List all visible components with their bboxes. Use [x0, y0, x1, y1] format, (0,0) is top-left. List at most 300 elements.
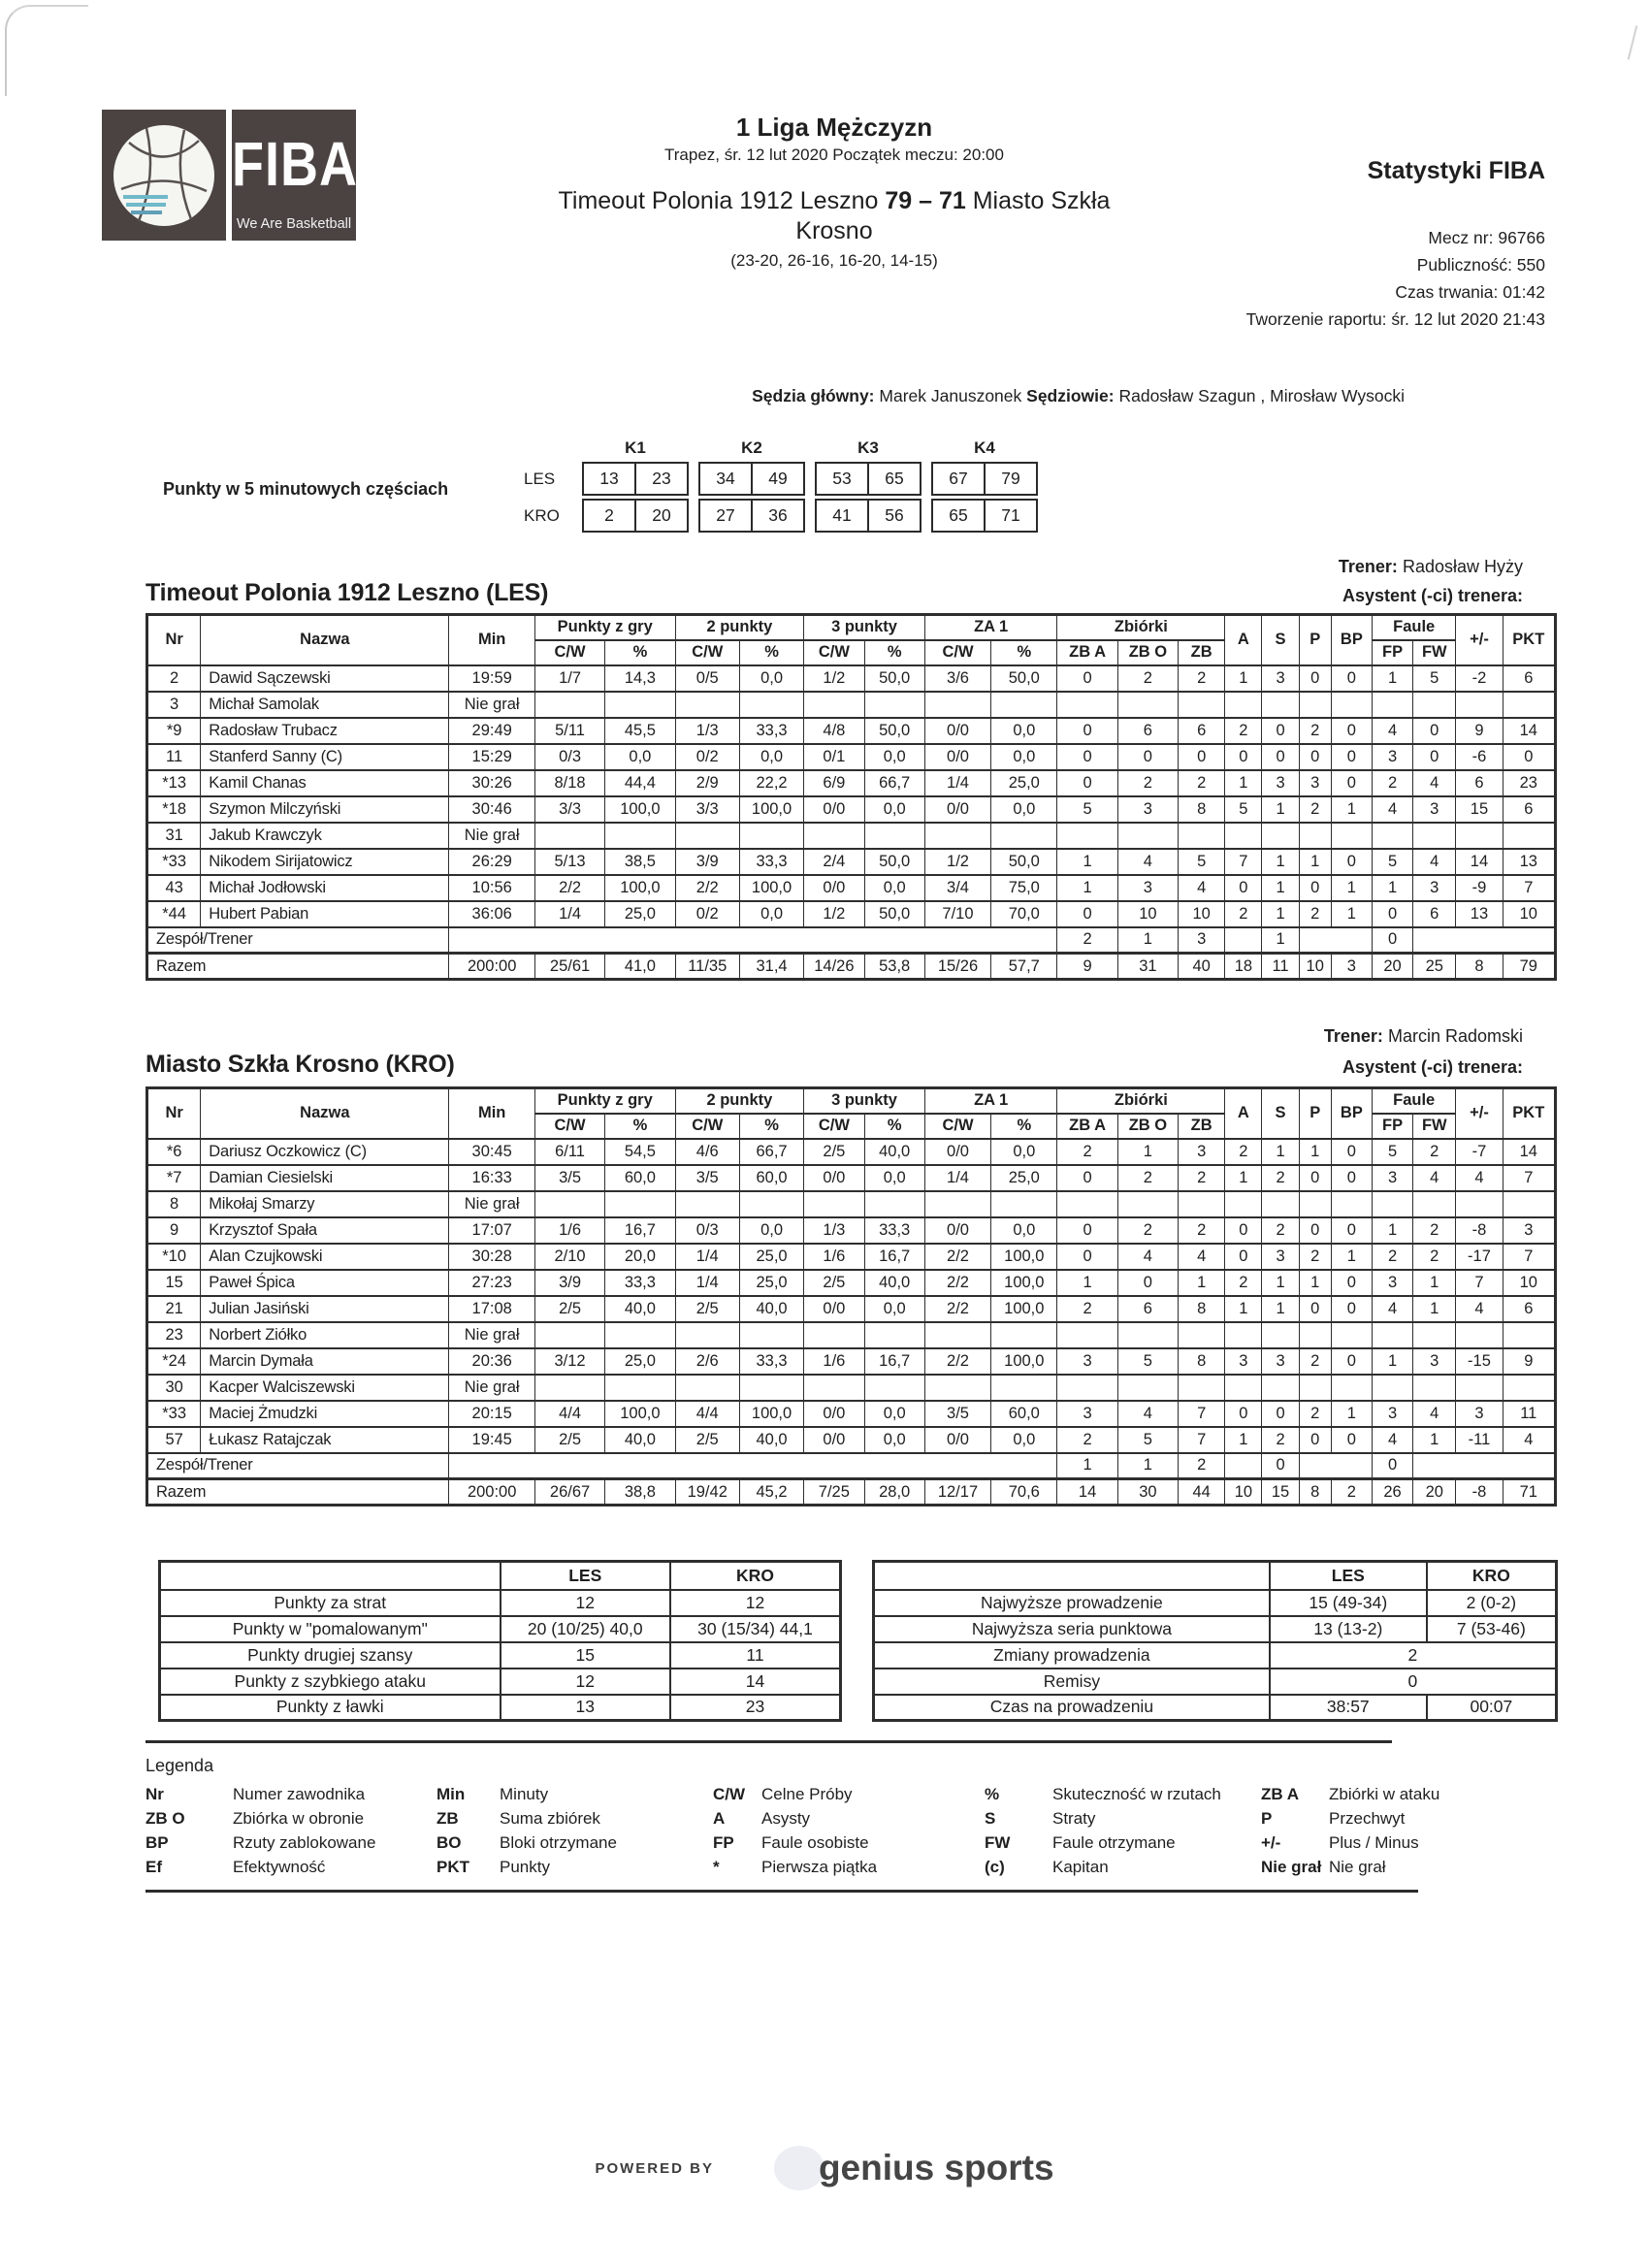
stat-cell: 3/9: [534, 1270, 604, 1296]
stat-cell: 0/5: [675, 665, 739, 692]
stat-cell: 50,0: [991, 665, 1057, 692]
stat-cell: 1: [1372, 1348, 1412, 1375]
stat-cell: 0: [1331, 770, 1372, 796]
legend-desc: Faule otrzymane: [1052, 1833, 1176, 1852]
stat-cell: 40,0: [739, 1427, 803, 1453]
player-number-cell: 3: [147, 692, 201, 718]
summary-row: [874, 1590, 1557, 1616]
player-row: [147, 901, 1556, 927]
score-quarter: 65: [867, 464, 920, 494]
stat-cell: [991, 1322, 1057, 1348]
stat-cell: [1372, 1375, 1412, 1401]
stat-cell: 25,0: [605, 901, 675, 927]
player-number-cell: *33: [147, 849, 201, 875]
stat-cell: 0: [1225, 744, 1262, 770]
stat-cell: 0: [1117, 744, 1178, 770]
player-row: [147, 1139, 1556, 1165]
legend-abbr: FW: [985, 1833, 1011, 1852]
sub-pct: %: [739, 640, 803, 665]
team-row-label: Zespół/Trener: [147, 1453, 449, 1479]
quarter-label-k4: K4: [974, 438, 995, 457]
stat-cell: 1: [1262, 1139, 1299, 1165]
stat-cell: 31,4: [739, 954, 803, 980]
stat-cell: 100,0: [605, 1401, 675, 1427]
summary-row: [874, 1616, 1557, 1642]
stat-cell: [605, 1322, 675, 1348]
player-number-cell: 23: [147, 1322, 201, 1348]
summary-value: 38:57: [1270, 1695, 1427, 1721]
player-name-cell: Damian Ciesielski: [201, 1165, 449, 1191]
stat-cell: 1: [1262, 1296, 1299, 1322]
stat-cell: 0,0: [864, 1165, 924, 1191]
summary-label: Punkty z ławki: [160, 1695, 501, 1721]
fiba-tagline: We Are Basketball: [236, 216, 352, 232]
period-box-k4: [931, 499, 1038, 533]
stat-cell: 44,4: [605, 770, 675, 796]
legend-desc: Nie grał: [1329, 1858, 1386, 1876]
stat-cell: 7: [1503, 875, 1555, 901]
stat-cell: [1057, 823, 1117, 849]
stat-cell: 2: [1299, 1348, 1331, 1375]
stat-cell: [1179, 1375, 1225, 1401]
stat-cell: [1331, 823, 1372, 849]
score-quarter: 71: [984, 501, 1036, 531]
stat-cell: 66,7: [864, 770, 924, 796]
stat-cell: [1179, 823, 1225, 849]
stat-cell: 100,0: [991, 1296, 1057, 1322]
sub-cw: C/W: [804, 640, 864, 665]
stat-cell: 1/6: [534, 1217, 604, 1244]
stat-cell: [1372, 823, 1412, 849]
divider-rule: [146, 1740, 1392, 1743]
stat-cell: 100,0: [991, 1244, 1057, 1270]
stat-cell: 41,0: [605, 954, 675, 980]
team-row-label: Zespół/Trener: [147, 927, 449, 954]
sub-cw: C/W: [534, 1114, 604, 1139]
quarter-scores-line: (23-20, 26-16, 16-20, 14-15): [730, 251, 938, 270]
team1-title: Timeout Polonia 1912 Leszno (LES): [146, 579, 549, 606]
stat-cell: [991, 692, 1057, 718]
score-quarter: 23: [634, 464, 687, 494]
stat-cell: 1: [1372, 875, 1412, 901]
minutes-cell: 20:36: [449, 1348, 534, 1375]
stat-cell: 54,5: [605, 1139, 675, 1165]
stat-cell: 100,0: [605, 875, 675, 901]
stat-cell: 0/3: [675, 1217, 739, 1244]
stat-cell: 0/0: [924, 744, 990, 770]
stat-cell: [1456, 1322, 1503, 1348]
stat-cell: 44: [1179, 1479, 1225, 1506]
sub-pct: %: [864, 1114, 924, 1139]
totals-row: [147, 1479, 1556, 1506]
stat-cell: 50,0: [991, 849, 1057, 875]
match-header: [359, 113, 1310, 271]
stat-cell: 0/2: [675, 901, 739, 927]
stat-cell: 60,0: [739, 1165, 803, 1191]
stat-cell: 8: [1456, 954, 1503, 980]
stat-cell: [1413, 823, 1456, 849]
stat-cell: 6: [1503, 796, 1555, 823]
legend-abbr: BO: [436, 1833, 462, 1852]
player-name-cell: Kacper Walciszewski: [201, 1375, 449, 1401]
stat-cell: 2/5: [804, 1139, 864, 1165]
stat-cell: [534, 1191, 604, 1217]
stat-cell: 25,0: [739, 1270, 803, 1296]
legend-abbr: ZB: [436, 1809, 459, 1828]
minutes-cell: 17:08: [449, 1296, 534, 1322]
stat-cell: 7: [1179, 1427, 1225, 1453]
stat-cell: [1225, 1322, 1262, 1348]
stat-cell: 3: [1372, 1165, 1412, 1191]
player-row: [147, 1296, 1556, 1322]
stat-cell: 0,0: [864, 1401, 924, 1427]
stat-cell: -8: [1456, 1479, 1503, 1506]
score-quarter: 36: [751, 501, 803, 531]
stat-cell: 22,2: [739, 770, 803, 796]
legend-desc: Zbiórka w obronie: [233, 1809, 365, 1828]
stat-cell: 0,0: [864, 1427, 924, 1453]
stat-cell: [1331, 692, 1372, 718]
stat-cell: 3/9: [675, 849, 739, 875]
stat-cell: [991, 1375, 1057, 1401]
stat-cell: [1413, 1375, 1456, 1401]
stat-cell: 0/0: [924, 1217, 990, 1244]
stat-cell: [534, 1322, 604, 1348]
quarter-label-k2: K2: [741, 438, 762, 457]
stat-cell: 0: [1057, 718, 1117, 744]
stat-cell: 1: [1117, 927, 1178, 954]
stat-cell: 1/3: [804, 1217, 864, 1244]
player-name-cell: Julian Jasiński: [201, 1296, 449, 1322]
legend-abbr: ZB O: [146, 1809, 185, 1828]
stat-cell: 1: [1299, 1270, 1331, 1296]
stat-cell: 4/4: [534, 1401, 604, 1427]
player-row: [147, 1427, 1556, 1453]
stat-cell: 3/5: [534, 1165, 604, 1191]
stat-cell: 6/9: [804, 770, 864, 796]
stat-cell: 6: [1117, 718, 1178, 744]
stat-cell: 2: [1225, 901, 1262, 927]
stat-cell: [1299, 1322, 1331, 1348]
player-name-cell: Nikodem Sirijatowicz: [201, 849, 449, 875]
col-3pt-group: 3 punkty: [804, 615, 925, 640]
stat-cell: 0: [1057, 901, 1117, 927]
stat-cell: 26/67: [534, 1479, 604, 1506]
stat-cell: 1: [1331, 875, 1372, 901]
stat-cell: 40,0: [605, 1427, 675, 1453]
stat-cell: 31: [1117, 954, 1178, 980]
stat-cell: 0/0: [804, 1296, 864, 1322]
stat-cell: 5: [1225, 796, 1262, 823]
stat-cell: [1413, 1322, 1456, 1348]
stat-cell: [1299, 692, 1331, 718]
stat-cell: 20: [1372, 954, 1412, 980]
stat-cell: 38,8: [605, 1479, 675, 1506]
stat-cell: 16,7: [605, 1217, 675, 1244]
stat-cell: 0: [1262, 1401, 1299, 1427]
report-meta-line: Publiczność: 550: [1416, 255, 1545, 275]
stat-cell: 0: [1057, 1165, 1117, 1191]
totals-label: Razem: [147, 954, 449, 980]
stat-cell: 10: [1299, 954, 1331, 980]
summary-value: 11: [670, 1642, 841, 1669]
team-code: LES: [524, 469, 556, 488]
player-name-cell: Michał Samolak: [201, 692, 449, 718]
stat-cell: 0: [1413, 718, 1456, 744]
stat-cell: 50,0: [864, 901, 924, 927]
player-name-cell: Alan Czujkowski: [201, 1244, 449, 1270]
stat-cell: [1456, 1375, 1503, 1401]
legend-abbr: Min: [436, 1785, 466, 1803]
stat-cell: 18: [1225, 954, 1262, 980]
stat-cell: 0,0: [739, 665, 803, 692]
stat-cell: 1: [1225, 1296, 1262, 1322]
stat-cell: [605, 823, 675, 849]
stat-cell: 2: [1179, 1217, 1225, 1244]
legend-desc: Przechwyt: [1329, 1809, 1406, 1828]
stat-cell: [739, 823, 803, 849]
stat-cell: [1225, 823, 1262, 849]
stat-cell: 1: [1331, 1401, 1372, 1427]
basketball-glyph: [110, 121, 218, 230]
stat-cell: 2/5: [675, 1427, 739, 1453]
stat-cell: 30: [1117, 1479, 1178, 1506]
stat-cell: 2: [1299, 901, 1331, 927]
stat-cell: 0,0: [864, 796, 924, 823]
stat-cell: 0: [1057, 770, 1117, 796]
stat-cell: 0: [1503, 744, 1555, 770]
stat-cell: 100,0: [605, 796, 675, 823]
player-number-cell: 30: [147, 1375, 201, 1401]
summary-label: Najwyższa seria punktowa: [874, 1616, 1270, 1642]
stat-cell: [1057, 1322, 1117, 1348]
stat-cell: 1: [1225, 665, 1262, 692]
stat-cell: 0: [1225, 1244, 1262, 1270]
away-team-name: Miasto Szkła: [972, 187, 1111, 214]
stat-cell: 3: [1262, 1244, 1299, 1270]
summary-label: Punkty drugiej szansy: [160, 1642, 501, 1669]
stat-cell: [804, 1322, 864, 1348]
stat-cell: 4/6: [675, 1139, 739, 1165]
period-score-rows: [524, 462, 1048, 535]
stat-cell: 16,7: [864, 1244, 924, 1270]
player-name-cell: Mikołaj Smarzy: [201, 1191, 449, 1217]
stat-cell: 1/6: [804, 1348, 864, 1375]
legend-desc: Skuteczność w rzutach: [1052, 1785, 1221, 1803]
stat-cell: 38,5: [605, 849, 675, 875]
sub-zb: ZB: [1179, 640, 1225, 665]
stat-cell: 5: [1117, 1427, 1178, 1453]
stat-cell: 0/0: [924, 718, 990, 744]
stat-cell: [739, 1375, 803, 1401]
stat-cell: 25/61: [534, 954, 604, 980]
stat-cell: 1/2: [804, 901, 864, 927]
summary-row: [160, 1590, 841, 1616]
summary-value: 13: [501, 1695, 671, 1721]
score-quarter: 20: [634, 501, 687, 531]
stat-cell: 8/18: [534, 770, 604, 796]
stat-cell: 8: [1179, 796, 1225, 823]
stat-cell: 10: [1503, 901, 1555, 927]
stat-cell: 14: [1057, 1479, 1117, 1506]
stat-cell: -7: [1456, 1139, 1503, 1165]
stat-cell: 0,0: [991, 1217, 1057, 1244]
stat-cell: 0: [1262, 1453, 1299, 1479]
stat-cell: -6: [1456, 744, 1503, 770]
coach-label: Trener:: [1338, 557, 1398, 576]
sub-fp: FP: [1372, 640, 1412, 665]
summary-value: 12: [501, 1669, 671, 1695]
stat-cell: 4/4: [675, 1401, 739, 1427]
col-min: Min: [449, 615, 534, 665]
sub-fw: FW: [1413, 1114, 1456, 1139]
stat-cell: 2: [1299, 718, 1331, 744]
stat-cell: 8: [1179, 1296, 1225, 1322]
stat-cell: 3/6: [924, 665, 990, 692]
stat-cell: 40,0: [605, 1296, 675, 1322]
stat-cell: 0: [1057, 665, 1117, 692]
stat-cell: 0: [1413, 744, 1456, 770]
col-points: PKT: [1503, 615, 1555, 665]
stat-cell: -15: [1456, 1348, 1503, 1375]
stat-cell: 40: [1179, 954, 1225, 980]
stat-cell: 2: [1225, 718, 1262, 744]
stat-cell: 40,0: [739, 1296, 803, 1322]
stat-cell: [1503, 1322, 1555, 1348]
legend-grid: [146, 1785, 1562, 1877]
score-5min: 27: [716, 505, 735, 525]
sub-zba: ZB A: [1057, 1114, 1117, 1139]
stat-cell: 2/2: [924, 1348, 990, 1375]
stat-cell: 1/6: [804, 1244, 864, 1270]
minutes-cell: 30:45: [449, 1139, 534, 1165]
player-number-cell: 8: [147, 1191, 201, 1217]
summary-value: 00:07: [1427, 1695, 1557, 1721]
stat-cell: [739, 1322, 803, 1348]
stat-cell: 0/0: [804, 1427, 864, 1453]
legend-desc: Kapitan: [1052, 1858, 1109, 1876]
stat-cell: 1: [1117, 1139, 1178, 1165]
stat-cell: [1262, 692, 1299, 718]
stat-cell: 2: [1413, 1139, 1456, 1165]
stat-cell: 5: [1413, 665, 1456, 692]
stat-cell: 3: [1372, 744, 1412, 770]
stat-cell: 33,3: [739, 718, 803, 744]
stat-cell: 3/5: [675, 1165, 739, 1191]
stat-cell: 33,3: [739, 1348, 803, 1375]
stat-cell: 1: [1057, 875, 1117, 901]
legend-abbr: PKT: [436, 1858, 469, 1876]
summary-leads-table: [872, 1560, 1558, 1722]
stat-cell: 0: [1225, 1217, 1262, 1244]
main-referee-label: Sędzia główny:: [752, 386, 875, 405]
stat-cell: 2/2: [924, 1244, 990, 1270]
stat-cell: 6: [1117, 1296, 1178, 1322]
empty-cell: [1413, 1453, 1556, 1479]
stat-cell: 4: [1179, 1244, 1225, 1270]
footer: [0, 2146, 1649, 2190]
legend-abbr: +/-: [1261, 1833, 1281, 1852]
col-name: Nazwa: [201, 615, 449, 665]
stat-cell: 0/0: [804, 796, 864, 823]
legend-desc: Pierwsza piątka: [761, 1858, 878, 1876]
coach-name: Marcin Radomski: [1387, 1026, 1523, 1046]
stat-cell: 6: [1179, 718, 1225, 744]
col-fouls-group: Faule: [1372, 1088, 1455, 1114]
player-row: [147, 875, 1556, 901]
final-score: 79 – 71: [885, 187, 966, 214]
stat-cell: 3: [1057, 1348, 1117, 1375]
totals-label: Razem: [147, 1479, 449, 1506]
col-turnovers: S: [1262, 615, 1299, 665]
stat-cell: [1262, 823, 1299, 849]
stat-cell: 1: [1299, 1139, 1331, 1165]
player-number-cell: *18: [147, 796, 201, 823]
legend-desc: Celne Próby: [761, 1785, 853, 1803]
stat-cell: 1/7: [534, 665, 604, 692]
stat-cell: [1413, 692, 1456, 718]
stat-cell: 2/10: [534, 1244, 604, 1270]
stat-cell: 9: [1456, 718, 1503, 744]
summary-row: [160, 1642, 841, 1669]
legend-desc: Straty: [1052, 1809, 1096, 1828]
stat-cell: 3: [1179, 1139, 1225, 1165]
legend-desc: Numer zawodnika: [233, 1785, 366, 1803]
stat-cell: 5/13: [534, 849, 604, 875]
player-name-cell: Hubert Pabian: [201, 901, 449, 927]
stat-cell: [1225, 1191, 1262, 1217]
score-5min: 41: [832, 505, 852, 525]
stat-cell: 3: [1117, 796, 1178, 823]
stat-cell: 4: [1372, 796, 1412, 823]
stat-cell: 1/2: [804, 665, 864, 692]
player-row: [147, 770, 1556, 796]
empty-cell: [1413, 927, 1556, 954]
stat-cell: 2/2: [924, 1270, 990, 1296]
summary-header-row: [160, 1562, 841, 1590]
stat-cell: 2: [1299, 1401, 1331, 1427]
stat-cell: [991, 823, 1057, 849]
stat-cell: 25,0: [739, 1244, 803, 1270]
stat-cell: 2: [1117, 1217, 1178, 1244]
stat-cell: [1299, 1375, 1331, 1401]
stat-cell: 13: [1503, 849, 1555, 875]
summary-value-span: 2: [1270, 1642, 1557, 1669]
legend-desc: Asysty: [761, 1809, 811, 1828]
stat-cell: [1503, 692, 1555, 718]
stat-cell: 0/0: [924, 796, 990, 823]
stat-cell: 0: [1331, 1165, 1372, 1191]
stat-cell: -2: [1456, 665, 1503, 692]
legend-abbr: %: [985, 1785, 1000, 1803]
stat-cell: 0: [1225, 875, 1262, 901]
col-plusminus: +/-: [1456, 615, 1503, 665]
stat-cell: 2/9: [675, 770, 739, 796]
stat-cell: 0: [1372, 927, 1412, 954]
summary-label: Czas na prowadzeniu: [874, 1695, 1270, 1721]
stat-cell: 4: [1179, 875, 1225, 901]
stat-cell: [1225, 1375, 1262, 1401]
col-fg-group: Punkty z gry: [534, 1088, 675, 1114]
stat-cell: [1117, 1191, 1178, 1217]
player-name-cell: Szymon Milczyński: [201, 796, 449, 823]
period-box-k2: [698, 462, 805, 496]
stat-cell: 6: [1503, 1296, 1555, 1322]
player-row: [147, 1244, 1556, 1270]
sub-pct: %: [605, 640, 675, 665]
stat-cell: 3: [1179, 927, 1225, 954]
stat-cell: 0: [1225, 1401, 1262, 1427]
